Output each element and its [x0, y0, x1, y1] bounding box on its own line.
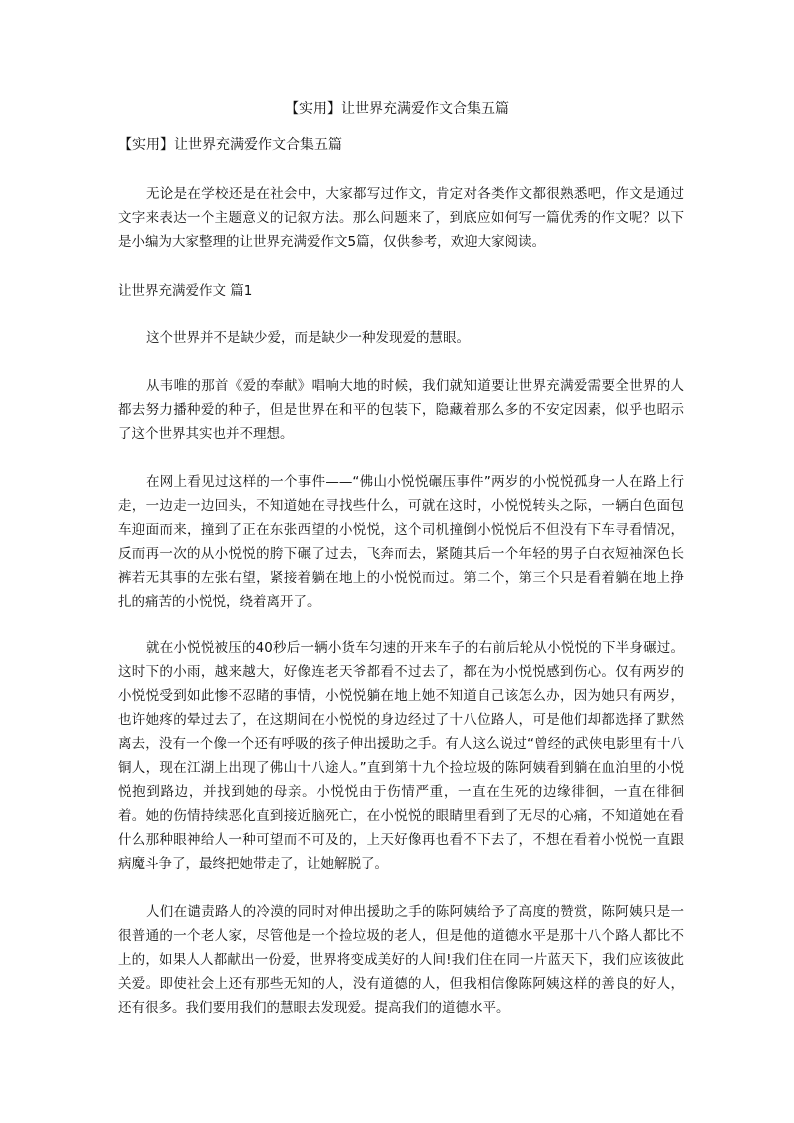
document-subtitle: 【实用】让世界充满爱作文合集五篇 [118, 137, 342, 153]
intro-paragraph: 无论是在学校还是在社会中，大家都写过作文，肯定对各类作文都很熟悉吧，作文是通过文字来表达一个主题意义的记叙方法。那么问题来了，到底应如何写一篇优秀的作文呢？以下是小编为大家整理的让世界充满爱作文5篇，仅供参考，欢迎大家阅读。 [118, 186, 684, 250]
body-paragraph: 在网上看见过这样的一个事件——“佛山小悦悦碾压事件”两岁的小悦悦孤身一人在路上行走，一边走一边回头，不知道她在寻找些什么，可就在这时，小悦悦转头之际，一辆白色面包车迎面而来，撞到了正在东张西望的小悦悦，这个司机撞倒小悦悦后不但没有下车寻看情况，反而再一次的从小悦悦的胯下碾了过去，飞奔而去，紧随其后一个年轻的男子白衣短袖深色长裤若无其事的左张右望，紧接着躺在地上的小悦悦而过。第二个，第三个只是看着躺在地上挣扎的痛苦的小悦悦，绕着离开了。 [118, 474, 684, 610]
body-paragraph: 这个世界并不是缺少爱，而是缺少一种发现爱的慧眼。 [146, 330, 470, 346]
body-paragraph: 从韦唯的那首《爱的奉献》唱响大地的时候，我们就知道要让世界充满爱需要全世界的人都去努力播种爱的种子，但是世界在和平的包装下，隐藏着那么多的不安定因素，似乎也昭示了这个世界其实也并不理想。 [118, 378, 684, 442]
document-title: 【实用】让世界充满爱作文合集五篇 [285, 101, 509, 117]
body-paragraph: 就在小悦悦被压的40秒后一辆小货车匀速的开来车子的右前后轮从小悦悦的下半身碾过。这时下的小雨，越来越大，好像连老天爷都看不过去了，都在为小悦悦感到伤心。仅有两岁的小悦悦受到如此惨不忍睹的事情，小悦悦躺在地上她不知道自己该怎么办，因为她只有两岁，也许她疼的晕过去了，在这期间在小悦悦的身边经过了十八位路人，可是他们却都选择了默然离去，没有一个像一个还有呼吸的孩子伸出援助之手。有人这么说过“曾经的武侠电影里有十八铜人，现在江湖上出现了佛山十八途人。”直到第十九个捡垃圾的陈阿姨看到躺在血泊里的小悦悦抱到路边，并找到她的母亲。小悦悦由于伤情严重，一直在生死的边缘徘徊，一直在徘徊着。她的伤情持续恶化直到接近脑死亡，在小悦悦的眼睛里看到了无尽的心痛，不知道她在看什么那种眼神给人一种可望而不可及的，上天好像再也看不下去了，不想在看着小悦悦一直跟病魔斗争了，最终把她带走了，让她解脱了。 [118, 640, 684, 872]
body-paragraph: 人们在谴责路人的冷漠的同时对伸出援助之手的陈阿姨给予了高度的赞赏，陈阿姨只是一很普通的一个老人家，尽管他是一个捡垃圾的老人，但是他的道德水平是那十八个路人都比不上的，如果人人都献出一份爱，世界将变成美好的人间!我们住在同一片蓝天下，我们应该彼此关爱。即使社会上还有那些无知的人，没有道德的人，但我相信像陈阿姨这样的善良的好人，还有很多。我们要用我们的慧眼去发现爱。提高我们的道德水平。 [118, 904, 684, 1016]
section-heading: 让世界充满爱作文 篇1 [118, 283, 253, 299]
